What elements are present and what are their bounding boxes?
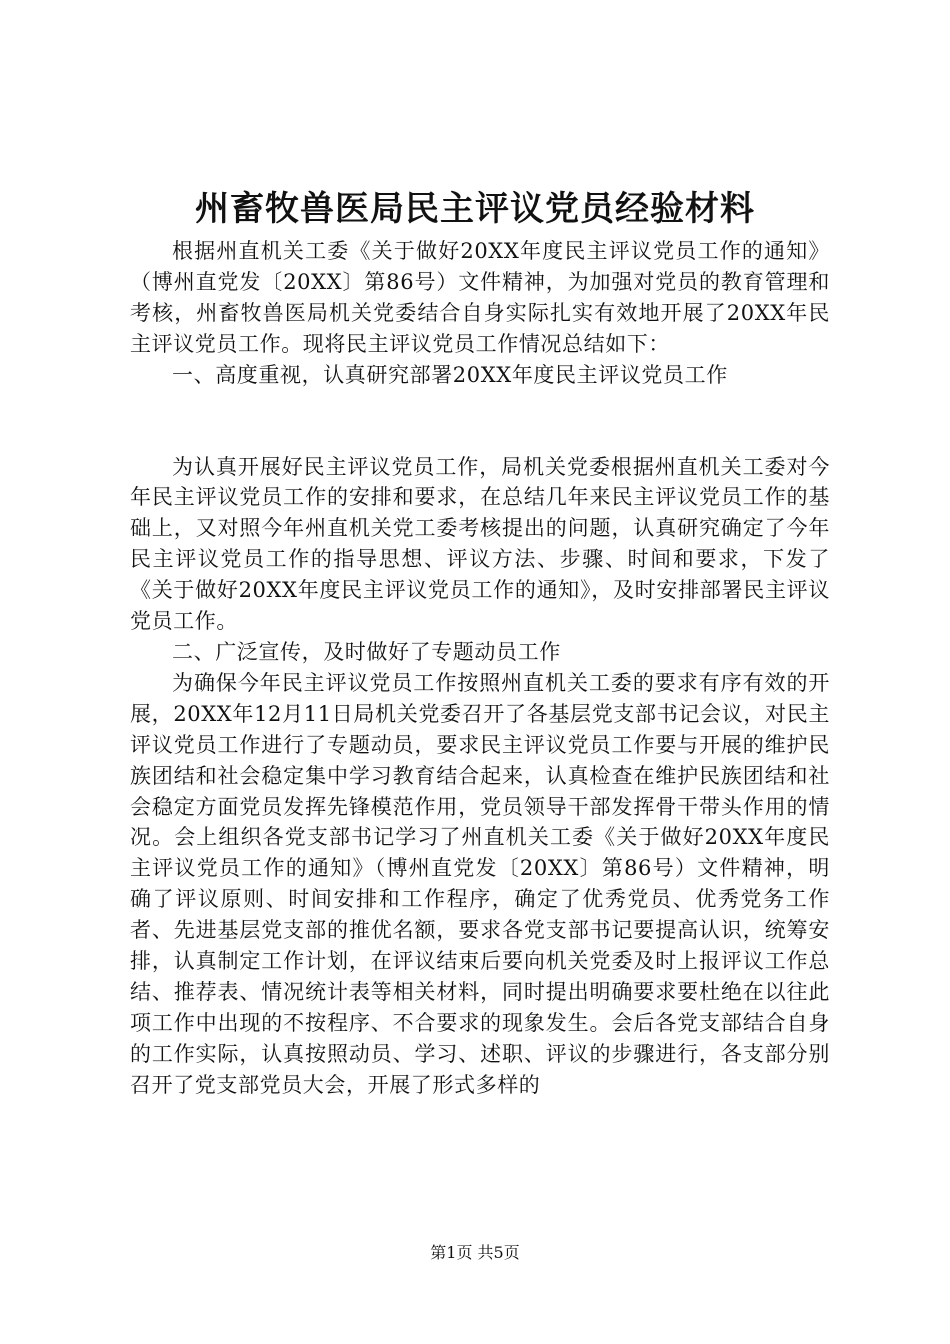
document-title: 州畜牧兽医局民主评议党员经验材料: [195, 189, 755, 229]
document-body: [130, 236, 830, 1101]
intro-paragraph: 根据州直机关工委《关于做好20XX年度民主评议党员工作的通知》（博州直党发〔20XX〕第86号）文件精神，为加强对党员的教育管理和考核，州畜牧兽医局机关党委结合自身实际扎实有效地开展了20XX年民主评议党员工作。现将民主评议党员工作情况总结如下：: [130, 239, 830, 356]
blank-line: [130, 391, 830, 452]
page-number-footer: 第1页 共5页: [430, 1243, 520, 1262]
section-heading-1: 一、高度重视，认真研究部署20XX年度民主评议党员工作: [172, 362, 728, 387]
section-1-paragraph: 为认真开展好民主评议党员工作，局机关党委根据州直机关工委对今年民主评议党员工作的安排和要求，在总结几年来民主评议党员工作的基础上，又对照今年州直机关党工委考核提出的问题，认真研究确定了今年民主评议党员工作的指导思想、评议方法、步骤、时间和要求，下发了《关于做好20XX年度民主评议党员工作的通知》，及时安排部署民主评议党员工作。: [130, 454, 830, 634]
section-heading-2: 二、广泛宣传，及时做好了专题动员工作: [172, 639, 561, 664]
section-2-paragraph: 为确保今年民主评议党员工作按照州直机关工委的要求有序有效的开展，20XX年12月11日局机关党委召开了各基层党支部书记会议，对民主评议党员工作进行了专题动员，要求民主评议党员工作要与开展的维护民族团结和社会稳定集中学习教育结合起来，认真检查在维护民族团结和社会稳定方面党员发挥先锋模范作用，党员领导干部发挥骨干带头作用的情况。会上组织各党支部书记学习了州直机关工委《关于做好20XX年度民主评议党员工作的通知》（博州直党发〔20XX〕第86号）文件精神，明确了评议原则、时间安排和工作程序，确定了优秀党员、优秀党务工作者、先进基层党支部的推优名额，要求各党支部书记要提高认识，统筹安排，认真制定工作计划，在评议结束后要向机关党委及时上报评议工作总结、推荐表、情况统计表等相关材料，同时提出明确要求要杜绝在以往此项工作中出现的不按程序、不合要求的现象发生。会后各党支部结合自身的工作实际，认真按照动员、学习、述职、评议的步骤进行，各支部分别召开了党支部党员大会，开展了形式多样的: [130, 670, 830, 1097]
